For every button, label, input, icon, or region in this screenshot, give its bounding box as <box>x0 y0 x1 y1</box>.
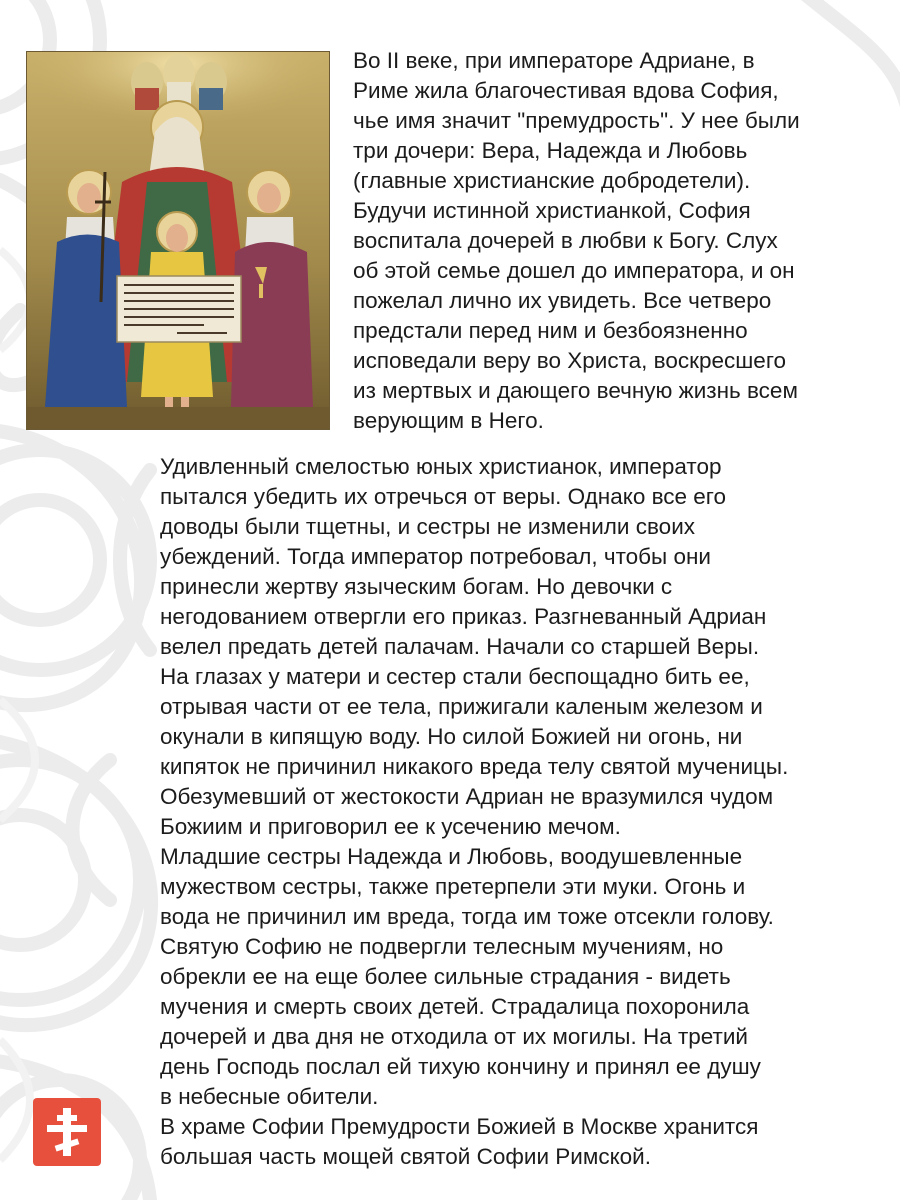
story-paragraph: Удивленный смелостью юных христианок, император пытался убедить их отречься от веры. Однако все его доводы были тщетны, и сестры не изменили своих убеждений. Тогда император потребовал, чтобы они принесли жертву языческим богам. Но девочки с негодованием отвергли его приказ. Разгневанный Адриан велел предать детей палачам. Начали со старшей Веры. На глазах у матери и сестер стали беспощадно бить ее, отрывая части от ее тела, прижигали каленым железом и окунали в кипящую воду. Но силой Божией ни огонь, ни кипяток не причинил никакого вреда телу святой мученицы. Обезумевший от жестокости Адриан не вразумился чудом Божиим и приговорил ее к усечению мечом. Младшие сестры Надежда и Любовь, воодушевленные мужеством сестры, также претерпели эти муки. Огонь и вода не причинил им вреда, тогда им тоже отсекли голову. Святую Софию не подвергли телесным мучениям, но обрекли ее на еще более сильные страдания - видеть мучения и смерть своих детей. Страдалица похоронила дочерей и два дня не отходила от их могилы. На третий день Господь послал ей тихую кончину и принял ее душу в небесные обители. В храме Софии Премудрости Божией в Москве хранится большая часть мощей святой Софии Римской. <box>160 454 789 1169</box>
orthodox-cross-icon <box>33 1098 101 1166</box>
icon-illustration <box>27 52 329 429</box>
logo-badge <box>33 1098 101 1166</box>
saints-icon-image <box>27 52 329 429</box>
scroll <box>117 276 241 342</box>
intro-paragraph: Во II веке, при императоре Адриане, в Риме жила благочестивая вдова София, чье имя значит "премудрость". У нее были три дочери: Вера, Надежда и Любовь (главные христианские добродетели). Будучи истинной христианкой, София воспитала дочерей в любви к Богу. Слух об этой семье дошел до императора, и он пожелал лично их увидеть. Все четверо предстали перед ним и безбоязненно исповедали веру во Христа, воскресшего из мертвых и дающего вечную жизнь всем верующим в Него. <box>353 48 800 433</box>
